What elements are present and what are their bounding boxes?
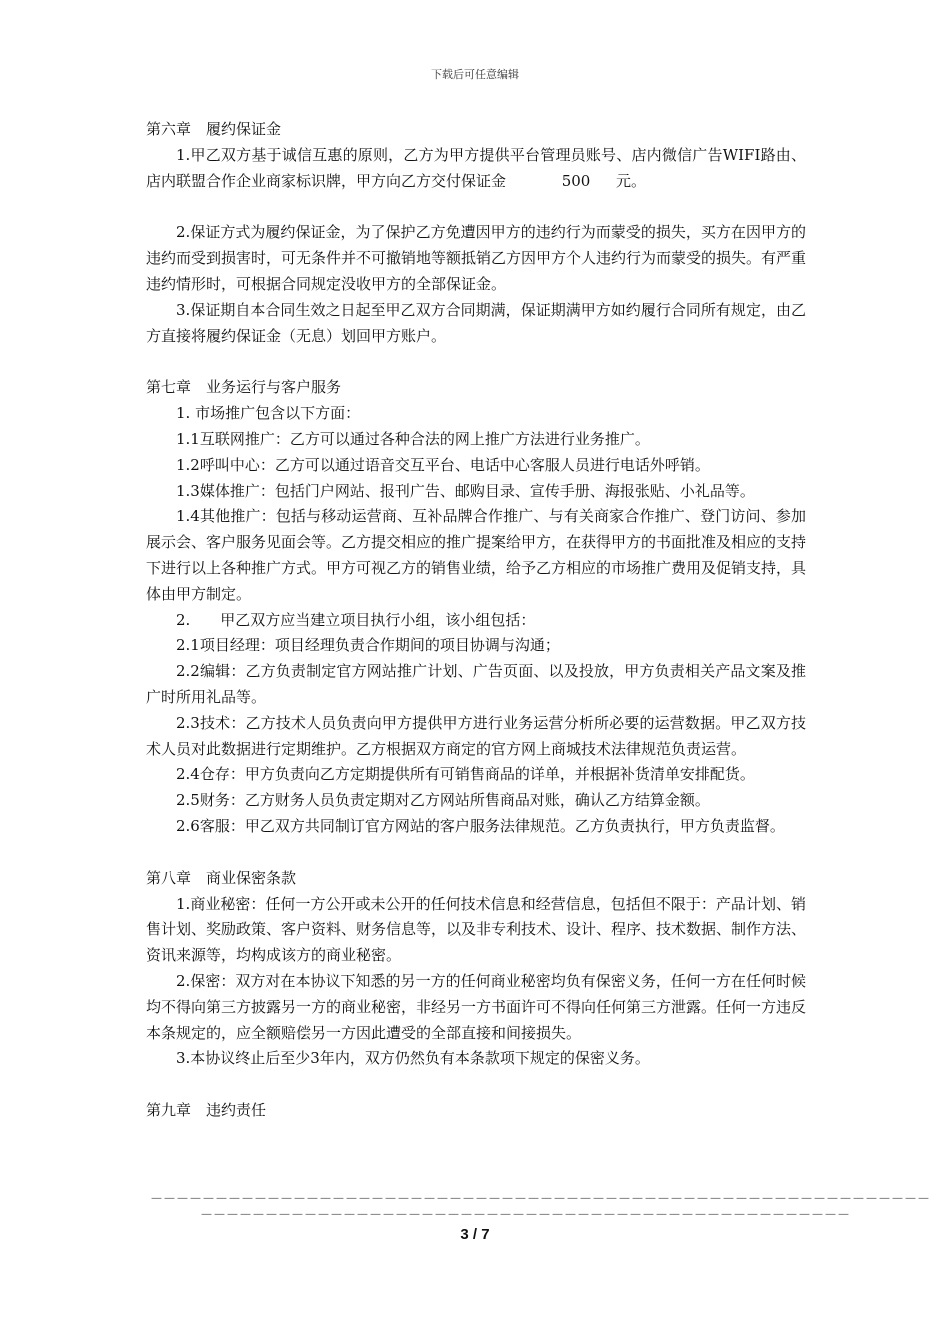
chapter-8-title: 第八章 商业保密条款 [146,868,297,887]
deposit-amount: 500 [561,171,591,190]
ch6-para-1 [146,143,806,195]
chapter-7-title: 第七章 业务运行与客户服务 [146,378,342,397]
ch7-para-1-4: 1.4其他推广：包括与移动运营商、互补品牌合作推广、与有关商家合作推广、登门访问、参加展示会、客户服务见面会等。乙方提交相应的推广提案给甲方，在获得甲方的书面批准及相应的支持下进行以上各种推广方式。甲方可视乙方的销售业绩，给予乙方相应的市场推广费用及促销支持，具体由甲方制定。 [146,507,807,603]
ch7-para-2-5: 2.5财务：乙方财务人员负责定期对乙方网站所售商品对账，确认乙方结算金额。 [176,791,710,810]
ch6-para-1-text: 1.甲乙双方基于诚信互惠的原则，乙方为甲方提供平台管理员账号、店内微信广告WIFI路由、店内联盟合作企业商家标识牌，甲方向乙方交付保证金 [146,145,806,190]
ch7-para-2-6: 2.6客服：甲乙双方共同制订官方网站的客户服务法律规范。乙方负责执行，甲方负责监督。 [176,816,785,835]
ch7-para-1-2: 1.2呼叫中心：乙方可以通过语音交互平台、电话中心客服人员进行电话外呼销。 [176,455,710,474]
ch8-para-1: 1.商业秘密：任何一方公开或未公开的任何技术信息和经营信息，包括但不限于：产品计划、销售计划、奖励政策、客户资料、财务信息等，以及非专利技术、设计、程序、技术数据、制作方法、资讯来源等，均构成该方的商业秘密。 [146,894,807,965]
chapter-6-title: 第六章 履约保证金 [146,120,282,138]
ch7-para-1: 1. 市场推广包含以下方面： [176,404,361,423]
ch7-para-2-1: 2.1项目经理：项目经理负责合作期间的项目协调与沟通； [176,636,560,655]
ch7-para-2: 2. 甲乙双方应当建立项目执行小组，该小组包括： [176,610,536,629]
ch7-para-1-1: 1.1互联网推广：乙方可以通过各种合法的网上推广方法进行业务推广。 [176,429,650,448]
deposit-unit: 元。 [616,171,647,190]
page-header: 下载后可任意编辑 [431,68,519,81]
ch7-para-2-3: 2.3技术：乙方技术人员负责向甲方提供甲方进行业务运营分析所必要的运营数据。甲乙双方技术人员对此数据进行定期维护。乙方根据双方商定的官方网上商城技术法律规范负责运营。 [146,713,806,758]
separator-line-2: －－－－－－－－－－－－－－－－－－－－－－－－－－－－－－－－－－－－－－－－－－－－－－－－－－ [200,1208,851,1223]
page-number: 3 / 7 [460,1226,490,1243]
ch7-para-1-3: 1.3媒体推广：包括门户网站、报刊广告、邮购目录、宣传手册、海报张贴、小礼品等。 [176,481,755,500]
ch7-para-2-4: 2.4仓存：甲方负责向乙方定期提供所有可销售商品的详单，并根据补货清单安排配货。 [176,765,755,784]
document-body [146,117,806,1124]
ch6-para-3: 3.保证期自本合同生效之日起至甲乙双方合同期满，保证期满甲方如约履行合同所有规定，由乙方直接将履约保证金（无息）划回甲方账户。 [146,300,806,345]
ch7-para-2-2: 2.2编辑：乙方负责制定官方网站推广计划、广告页面、以及投放，甲方负责相关产品文案及推广时所用礼品等。 [146,662,806,706]
chapter-9-title: 第九章 违约责任 [146,1101,267,1120]
separator-line-1: －－－－－－－－－－－－－－－－－－－－－－－－－－－－－－－－－－－－－－－－－－－－－－－－－－－－－－－－－－－－ [150,1192,931,1207]
ch6-para-2: 2.保证方式为履约保证金，为了保护乙方免遭因甲方的违约行为而蒙受的损失，买方在因甲方的违约而受到损害时，可无条件并不可撤销地等额抵销乙方因甲方个人违约行为而蒙受的损失。有严重违约情形时，可根据合同规定没收甲方的全部保证金。 [146,223,807,293]
ch8-para-3: 3.本协议终止后至少3年内，双方仍然负有本条款项下规定的保密义务。 [176,1049,650,1068]
ch8-para-2: 2.保密：双方对在本协议下知悉的另一方的任何商业秘密均负有保密义务，任何一方在任何时候均不得向第三方披露另一方的商业秘密，非经另一方书面许可不得向任何第三方泄露。任何一方违反本条规定的，应全额赔偿另一方因此遭受的全部直接和间接损失。 [146,971,807,1042]
